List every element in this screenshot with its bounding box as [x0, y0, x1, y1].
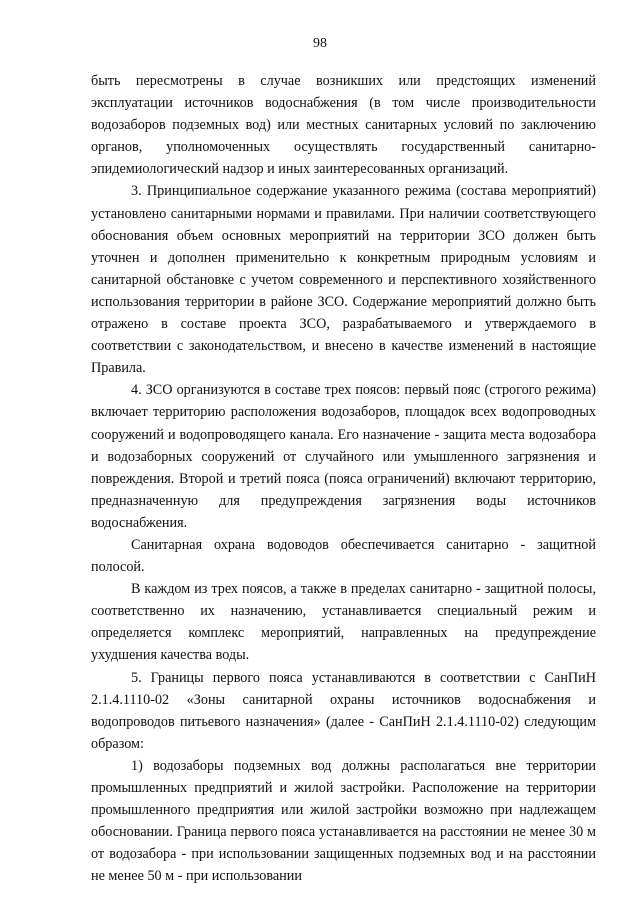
paragraph-continuation: быть пересмотрены в случае возникших или предстоящих изменений эксплуатации источников водоснабжения (в том числе производительности водозаборов подземных вод) или местных санитарных условий по заключению органов, уполномоченных осуществлять государственный санитарно-эпидемиологический надзор и иных заинтересованных организаций.	[91, 73, 596, 178]
paragraph-belts-regime: В каждом из трех поясов, а также в пределах санитарно - защитной полосы, соответственно их назначению, устанавливается специальный режим и определяется комплекс мероприятий, направленных на предупреждение ухудшения качества воды.	[91, 581, 596, 664]
body-text	[91, 70, 596, 887]
paragraph-item-5: 5. Границы первого пояса устанавливаются в соответствии с СанПиН 2.1.4.1110-02 «Зоны санитарной охраны источников водоснабжения и водопроводов питьевого назначения» (далее - СанПиН 2.1.4.1110-02) следующим образом:	[91, 669, 596, 752]
paragraph-sanitary-strip: Санитарная охрана водоводов обеспечивается санитарно - защитной полосой.	[91, 536, 596, 576]
paragraph-subitem-1: 1) водозаборы подземных вод должны располагаться вне территории промышленных предприятий и жилой застройки. Расположение на территории промышленного предприятия или жилой застройки возможно при надлежащем обосновании. Граница первого пояса устанавливается на расстоянии не менее 30 м от водозабора - при использовании защищенных подземных вод и на расстоянии не менее 50 м - при использовании	[91, 757, 596, 885]
paragraph-item-4: 4. ЗСО организуются в составе трех поясов: первый пояс (строгого режима) включает территорию расположения водозаборов, площадок всех водопроводных сооружений и водопроводящего канала. Его назначение - защита места водозабора и водозаборных сооружений от случайного или умышленного загрязнения и повреждения. Второй и третий пояса (пояса ограничений) включают территорию, предназначенную для предупреждения загрязнения воды источников водоснабжения.	[91, 382, 596, 531]
page-number: 98	[313, 36, 327, 51]
paragraph-item-3: 3. Принципиальное содержание указанного режима (состава мероприятий) установлено санитарными нормами и правилами. При наличии соответствующего обоснования объем основных мероприятий на территории ЗСО должен быть уточнен и дополнен применительно к конкретным природным условиям и санитарной обстановке с учетом современного и перспективного хозяйственного использования территории в районе ЗСО. Содержание мероприятий должно быть отражено в составе проекта ЗСО, разрабатываемого и утверждаемого в соответствии с законодательством, и внесено в качестве изменений в настоящие Правила.	[91, 183, 596, 377]
